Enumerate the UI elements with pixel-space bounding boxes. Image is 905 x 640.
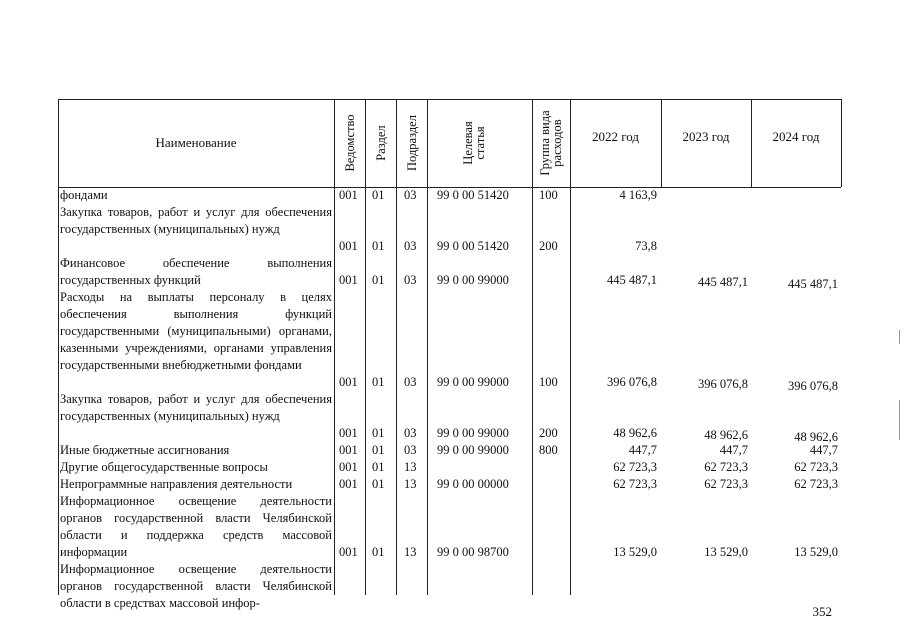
row-group: 200 bbox=[539, 239, 558, 253]
row-target: 99 0 00 98700 bbox=[437, 545, 509, 559]
row-subsection: 03 bbox=[404, 239, 417, 253]
col-border bbox=[532, 99, 533, 595]
row-2022: 48 962,6 bbox=[613, 426, 657, 440]
row-dept: 001 bbox=[339, 239, 358, 253]
header-2023: 2023 год bbox=[682, 129, 730, 144]
row-name: Другие общегосударственные вопросы bbox=[60, 460, 268, 474]
header-target-line1: Целевая bbox=[461, 121, 475, 165]
row-section: 01 bbox=[372, 443, 385, 457]
row-2023: 13 529,0 bbox=[704, 545, 748, 559]
row-name: Информационное освещение деятельности органов государственной власти Челябинской области в средствах массовой инфор- bbox=[60, 562, 332, 610]
row-section: 01 bbox=[372, 273, 385, 287]
row-2024: 447,7 bbox=[809, 443, 838, 457]
col-border bbox=[334, 99, 335, 595]
row-name: Информационное освещение деятельности органов государственной власти Челябинской области и поддержка средств массовой информации bbox=[60, 494, 332, 559]
row-2022: 13 529,0 bbox=[613, 545, 657, 559]
row-2022: 447,7 bbox=[628, 443, 657, 457]
row-target: 99 0 00 00000 bbox=[437, 477, 509, 491]
scan-mark bbox=[899, 400, 900, 440]
row-2022: 445 487,1 bbox=[607, 273, 657, 287]
scan-mark bbox=[899, 330, 900, 344]
row-subsection: 13 bbox=[404, 545, 417, 559]
col-border bbox=[427, 99, 428, 595]
row-name: Финансовое обеспечение выполнения государственных функций bbox=[60, 256, 332, 287]
header-section: Раздел bbox=[374, 125, 388, 161]
row-name: Закупка товаров, работ и услуг для обеспечения государственных (муниципальных) нужд bbox=[60, 392, 332, 423]
row-target: 99 0 00 99000 bbox=[437, 443, 509, 457]
row-target: 99 0 00 99000 bbox=[437, 426, 509, 440]
col-border bbox=[570, 99, 571, 595]
header-dept: Ведомство bbox=[343, 114, 357, 172]
row-2023: 445 487,1 bbox=[698, 275, 748, 289]
row-2022: 4 163,9 bbox=[619, 188, 657, 202]
row-2022: 62 723,3 bbox=[613, 460, 657, 474]
row-section: 01 bbox=[372, 460, 385, 474]
row-dept: 001 bbox=[339, 426, 358, 440]
col-border bbox=[396, 99, 397, 595]
header-group-line1: Группа вида bbox=[538, 110, 552, 176]
row-name: Непрограммные направления деятельности bbox=[60, 477, 293, 491]
row-target: 99 0 00 99000 bbox=[437, 375, 509, 389]
row-subsection: 03 bbox=[404, 443, 417, 457]
header-target-line2: статья bbox=[473, 126, 487, 160]
row-2024: 62 723,3 bbox=[794, 460, 838, 474]
row-2024: 396 076,8 bbox=[788, 379, 838, 393]
row-2023: 48 962,6 bbox=[704, 428, 748, 442]
col-border bbox=[841, 99, 842, 187]
page-number: 352 bbox=[812, 604, 832, 619]
row-2024: 48 962,6 bbox=[794, 430, 838, 444]
row-group: 100 bbox=[539, 375, 558, 389]
row-target: 99 0 00 99000 bbox=[437, 273, 509, 287]
row-subsection: 03 bbox=[404, 375, 417, 389]
row-name: Иные бюджетные ассигнования bbox=[60, 443, 230, 457]
row-2023: 62 723,3 bbox=[704, 460, 748, 474]
row-dept: 001 bbox=[339, 460, 358, 474]
row-2024: 13 529,0 bbox=[794, 545, 838, 559]
header-group bbox=[539, 100, 563, 186]
row-group: 200 bbox=[539, 426, 558, 440]
row-section: 01 bbox=[372, 477, 385, 491]
budget-table bbox=[58, 99, 841, 610]
col-border bbox=[58, 99, 59, 595]
row-section: 01 bbox=[372, 188, 385, 202]
row-dept: 001 bbox=[339, 188, 358, 202]
table-top-border bbox=[58, 99, 841, 100]
row-dept: 001 bbox=[339, 545, 358, 559]
row-section: 01 bbox=[372, 375, 385, 389]
row-2023: 396 076,8 bbox=[698, 377, 748, 391]
row-2022: 396 076,8 bbox=[607, 375, 657, 389]
row-name: фондами bbox=[60, 188, 108, 202]
row-dept: 001 bbox=[339, 375, 358, 389]
row-group: 100 bbox=[539, 188, 558, 202]
row-dept: 001 bbox=[339, 443, 358, 457]
row-name: Расходы на выплаты персоналу в целях обеспечения выполнения функций государственными (муниципальными) органами, казенными учреждениями, органами управления государственными внебюджетными фондами bbox=[60, 290, 332, 372]
row-2022: 62 723,3 bbox=[613, 477, 657, 491]
row-target: 99 0 00 51420 bbox=[437, 188, 509, 202]
header-2024: 2024 год bbox=[772, 129, 820, 144]
row-2024: 445 487,1 bbox=[788, 277, 838, 291]
row-group: 800 bbox=[539, 443, 558, 457]
row-subsection: 13 bbox=[404, 460, 417, 474]
row-subsection: 13 bbox=[404, 477, 417, 491]
row-subsection: 03 bbox=[404, 426, 417, 440]
row-section: 01 bbox=[372, 239, 385, 253]
header-2022: 2022 год bbox=[592, 129, 639, 144]
row-2023: 62 723,3 bbox=[704, 477, 748, 491]
header-group-line2: расходов bbox=[550, 119, 564, 167]
row-subsection: 03 bbox=[404, 188, 417, 202]
row-name: Закупка товаров, работ и услуг для обеспечения государственных (муниципальных) нужд bbox=[60, 205, 332, 236]
row-dept: 001 bbox=[339, 273, 358, 287]
row-2022: 73,8 bbox=[635, 239, 657, 253]
header-subsection: Подраздел bbox=[405, 115, 419, 171]
row-section: 01 bbox=[372, 426, 385, 440]
row-2023: 447,7 bbox=[719, 443, 748, 457]
header-target bbox=[462, 101, 486, 185]
row-2024: 62 723,3 bbox=[794, 477, 838, 491]
col-border bbox=[365, 99, 366, 595]
row-target: 99 0 00 51420 bbox=[437, 239, 509, 253]
header-name: Наименование bbox=[155, 135, 237, 150]
row-subsection: 03 bbox=[404, 273, 417, 287]
row-section: 01 bbox=[372, 545, 385, 559]
row-dept: 001 bbox=[339, 477, 358, 491]
